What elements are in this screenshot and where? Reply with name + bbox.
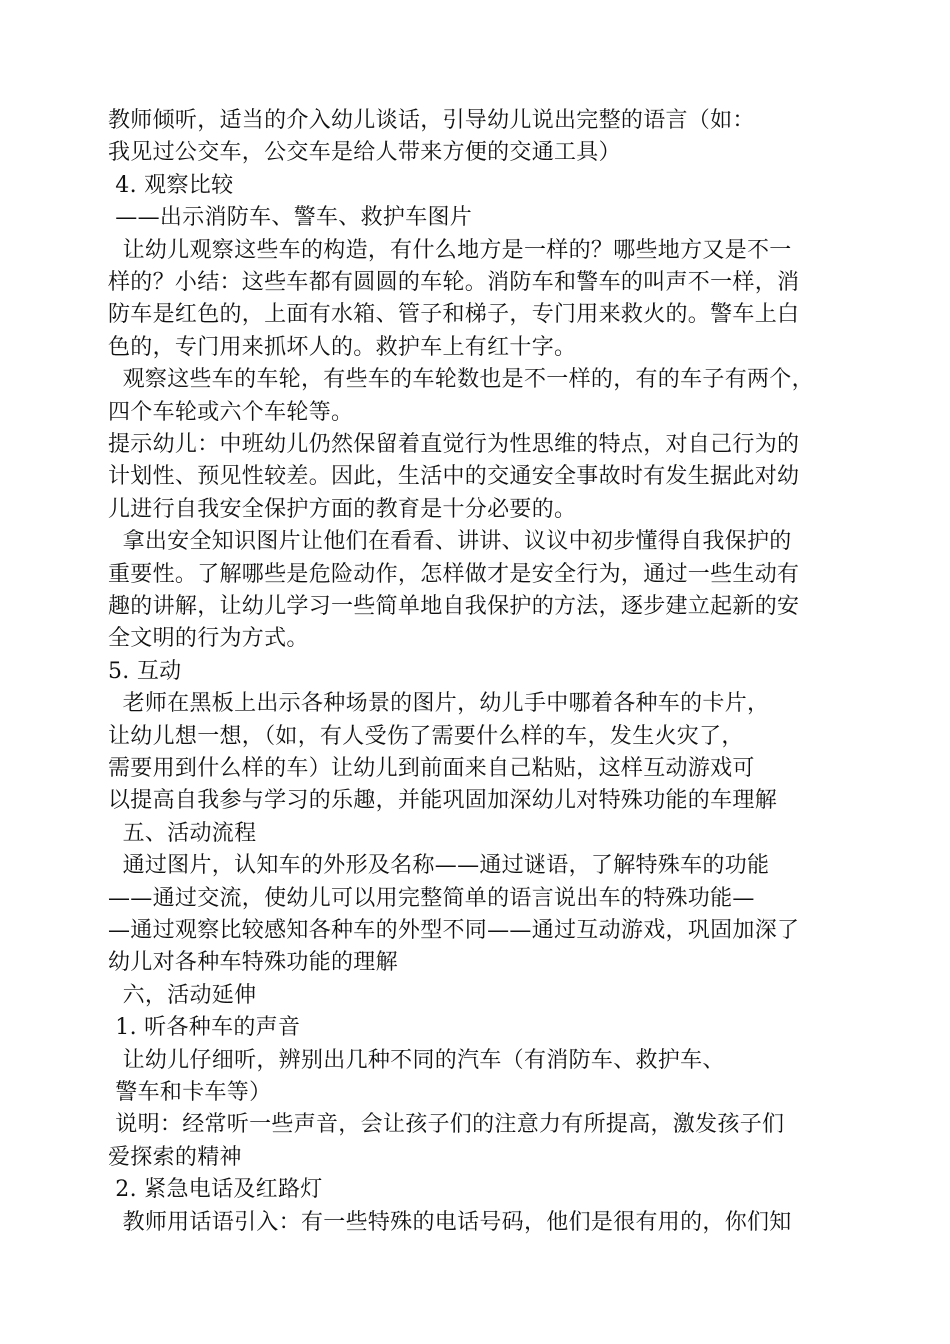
text-line: 2. 紧急电话及红路灯	[108, 1177, 323, 1203]
text-line: 4. 观察比较	[108, 172, 234, 198]
text-line: —通过观察比较感知各种车的外型不同——通过互动游戏，巩固加深了	[108, 918, 800, 943]
text-line: 四个车轮或六个车轮等。	[108, 399, 354, 425]
text-line: 以提高自我参与学习的乐趣，并能巩固加深幼儿对特殊功能的车理解	[108, 788, 778, 814]
text-line: 通过图片，认知车的外形及名称——通过谜语，了解特殊车的功能	[108, 853, 770, 879]
text-line: 拿出安全知识图片让他们在看看、讲讲、议议中初步懂得自我保护的	[108, 529, 792, 555]
text-line: ——出示消防车、警车、救护车图片	[108, 205, 473, 231]
text-line: 幼儿对各种车特殊功能的理解	[108, 950, 398, 976]
text-line: 教师倾听，适当的介入幼儿谈话，引导幼儿说出完整的语言（如：	[108, 108, 755, 133]
text-line: ——通过交流，使幼儿可以用完整简单的语言说出车的特殊功能—	[108, 885, 755, 911]
text-line: 说明：经常听一些声音，会让孩子们的注意力有所提高，激发孩子们	[108, 1112, 785, 1138]
text-line: 5. 互动	[108, 658, 182, 684]
text-line: 重要性。了解哪些是危险动作，怎样做才是安全行为，通过一些生动有	[108, 561, 800, 587]
text-line: 教师用话语引入：有一些特殊的电话号码，他们是很有用的，你们知	[108, 1209, 792, 1235]
text-line: 样的？小结：这些车都有圆圆的车轮。消防车和警车的叫声不一样，消	[108, 270, 800, 295]
text-line: 需要用到什么样的车）让幼儿到前面来自己粘贴，这样互动游戏可	[108, 756, 755, 781]
text-line: 防车是红色的，上面有水箱、管子和梯子，专门用来救火的。警车上白	[108, 302, 800, 328]
text-line: 五、活动流程	[108, 820, 257, 846]
text-line: 色的，专门用来抓坏人的。救护车上有红十字。	[108, 334, 577, 360]
text-line: 让幼儿想一想，（如，有人受伤了需要什么样的车，发生火灾了，	[108, 723, 744, 749]
text-line: 我见过公交车，公交车是给人带来方便的交通工具）	[108, 140, 621, 166]
text-line: 爱探索的精神	[108, 1144, 242, 1170]
text-line: 六，活动延伸	[108, 982, 257, 1008]
text-line: 警车和卡车等）	[108, 1080, 272, 1105]
text-line: 提示幼儿：中班幼儿仍然保留着直觉行为性思维的特点，对自己行为的	[108, 432, 800, 457]
text-line: 观察这些车的车轮，有些车的车轮数也是不一样的，有的车子有两个，	[108, 367, 814, 393]
text-line: 让幼儿观察这些车的构造，有什么地方是一样的？哪些地方又是不一	[108, 237, 792, 263]
text-line: 老师在黑板上出示各种场景的图片，幼儿手中哪着各种车的卡片，	[108, 691, 770, 717]
text-line: 计划性、预见性较差。因此，生活中的交通安全事故时有发生据此对幼	[108, 464, 800, 490]
text-line: 全文明的行为方式。	[108, 626, 309, 652]
text-line: 1. 听各种车的声音	[108, 1015, 301, 1041]
text-line: 让幼儿仔细听，辨别出几种不同的汽车（有消防车、救护车、	[108, 1047, 725, 1073]
text-line: 儿进行自我安全保护方面的教育是十分必要的。	[108, 496, 577, 522]
text-line: 趣的讲解，让幼儿学习一些简单地自我保护的方法，逐步建立起新的安	[108, 594, 800, 619]
